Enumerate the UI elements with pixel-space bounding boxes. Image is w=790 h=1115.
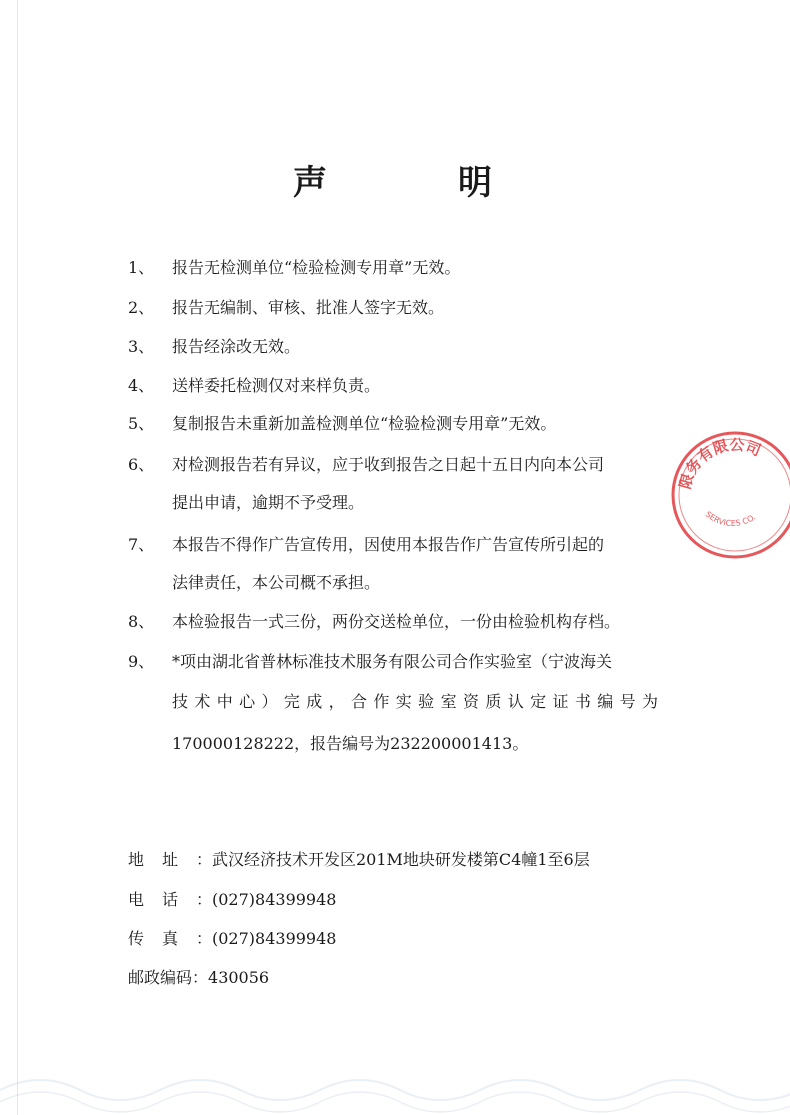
address-label-1: 地: [128, 850, 162, 869]
item-text: *项由湖北省普林标准技术服务有限公司合作实验室（宁波海关: [172, 652, 613, 671]
company-seal: [660, 420, 790, 560]
postcode-label: 邮政编码：: [128, 968, 209, 987]
item-text: 报告经涂改无效。: [172, 337, 301, 356]
item-number: 2、: [128, 298, 155, 317]
item-text: 本报告不得作广告宣传用，因使用本报告作广告宣传所引起的: [172, 535, 605, 554]
item-text: 报告无编制、审核、批准人签字无效。: [172, 298, 445, 317]
item-number: 8、: [128, 612, 155, 631]
item-text-continued: 法律责任，本公司概不承担。: [172, 573, 381, 592]
page-title: [0, 155, 790, 205]
item-text: 报告无检测单位“检验检测专用章”无效。: [172, 258, 461, 277]
address-value: 武汉经济技术开发区201M地块研发楼第C4幢1至6层: [212, 850, 590, 869]
fax-value: (027)84399948: [212, 929, 337, 948]
postcode-row: [128, 968, 269, 988]
item-number: 6、: [128, 455, 155, 474]
item-text-continued: 技术中心）完成，合作实验室资质认定证书编号为: [172, 692, 658, 711]
item-text: 本检验报告一式三份，两份交送检单位，一份由检验机构存档。: [172, 612, 621, 631]
address-label-2: 址：: [162, 850, 212, 869]
seal-subtext: SERVICES CO.: [703, 509, 758, 529]
phone-value: (027)84399948: [212, 890, 337, 909]
item-text-continued: 提出申请，逾期不予受理。: [172, 493, 365, 512]
item-text: 送样委托检测仅对来样负责。: [172, 376, 381, 395]
item-number: 4、: [128, 376, 155, 395]
address-row: [128, 850, 590, 870]
title-char-2: 明: [458, 163, 492, 203]
item-text: 对检测报告若有异议，应于收到报告之日起十五日内向本公司: [172, 455, 605, 474]
item-text: 复制报告未重新加盖检测单位“检验检测专用章”无效。: [172, 414, 557, 433]
item-number: 3、: [128, 337, 155, 356]
fax-label-2: 真：: [162, 929, 212, 948]
phone-label-2: 话：: [162, 890, 212, 909]
postcode-value: 430056: [208, 968, 270, 987]
fax-label-1: 传: [128, 929, 162, 948]
phone-row: [128, 890, 336, 910]
fax-row: [128, 929, 336, 949]
item-number: 5、: [128, 414, 155, 433]
item-number: 1、: [128, 258, 155, 277]
item-number: 9、: [128, 652, 155, 671]
title-char-1: 声: [293, 163, 327, 203]
seal-text: 限务有限公司: [675, 435, 764, 491]
item-number: 7、: [128, 535, 155, 554]
item-text-continued: 170000128222，报告编号为232200001413。: [172, 734, 529, 753]
security-pattern: [0, 1060, 790, 1115]
phone-label-1: 电: [128, 890, 162, 909]
